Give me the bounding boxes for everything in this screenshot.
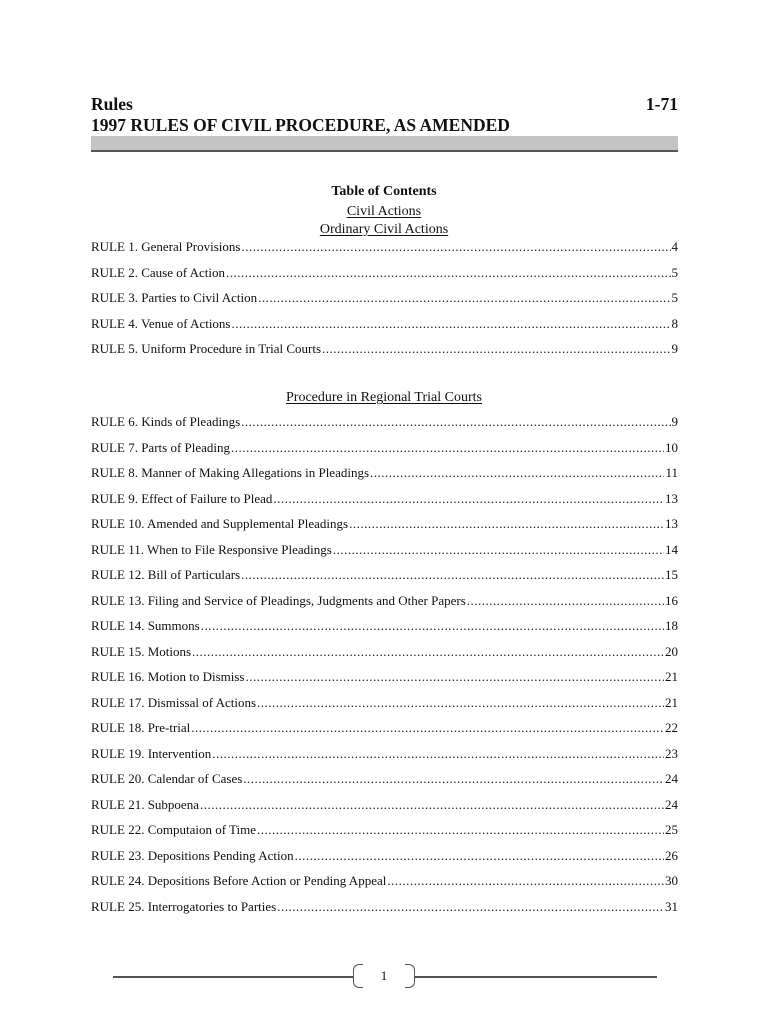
toc-entry-page: 15 (665, 567, 678, 582)
toc-entry-page: 8 (671, 315, 678, 331)
toc-entry-label: RULE 10. Amended and Supplemental Pleadings (91, 516, 349, 531)
toc-entry[interactable] (91, 316, 678, 342)
document-title: 1997 RULES OF CIVIL PROCEDURE, AS AMENDED (91, 115, 510, 135)
toc-entry-page: 13 (665, 516, 678, 531)
dot-leader (467, 593, 664, 609)
dot-leader (322, 341, 670, 357)
dot-leader (200, 797, 664, 813)
toc-entry-label: RULE 2. Cause of Action (91, 264, 225, 280)
brace-left-ornament (353, 964, 363, 988)
page-footer (0, 962, 768, 992)
dot-leader (277, 899, 664, 915)
toc-entry-label: RULE 5. Uniform Procedure in Trial Courts (91, 341, 322, 356)
toc-entry-label: RULE 11. When to File Responsive Pleadings (91, 541, 332, 557)
dot-leader (258, 290, 670, 306)
toc-entry[interactable] (91, 695, 678, 721)
toc-entry-label: RULE 20. Calendar of Cases (91, 771, 243, 786)
dot-leader (257, 695, 664, 711)
toc-entry-label: RULE 21. Subpoena (91, 796, 199, 812)
header-row (91, 94, 678, 114)
dot-leader (241, 567, 664, 583)
toc-entry-page: 21 (665, 694, 678, 710)
page-header (91, 94, 678, 135)
toc-entry[interactable] (91, 720, 678, 746)
toc-entry-label: RULE 9. Effect of Failure to Plead (91, 490, 273, 506)
toc-entry-page: 10 (665, 439, 678, 455)
toc-entry-page: 24 (665, 771, 678, 786)
dot-leader (231, 440, 664, 456)
toc-entry[interactable] (91, 290, 678, 316)
dot-leader (241, 239, 670, 255)
toc-entry-label: RULE 19. Intervention (91, 745, 212, 761)
dot-leader (333, 542, 664, 558)
toc-entry-page: 20 (665, 643, 678, 659)
toc-entry-label: RULE 8. Manner of Making Allegations in Pleadings (91, 465, 370, 480)
toc-entry-page: 9 (671, 341, 678, 356)
toc-entry[interactable] (91, 265, 678, 291)
toc-entry[interactable] (91, 567, 678, 593)
dot-leader (370, 465, 664, 481)
toc-entry-page: 16 (665, 592, 678, 608)
footer-rule-right (415, 976, 657, 978)
toc-entry[interactable] (91, 771, 678, 797)
toc-section-heading: Civil Actions (346, 204, 422, 219)
toc-entry-label: RULE 13. Filing and Service of Pleadings, Judgments and Other Papers (91, 592, 466, 608)
dot-leader (273, 491, 664, 507)
footer-rule-left (113, 976, 353, 978)
dot-leader (349, 516, 664, 532)
toc-entry[interactable] (91, 746, 678, 772)
toc-entry-page: 5 (671, 290, 678, 305)
dot-leader (243, 771, 664, 787)
toc-entry[interactable] (91, 414, 678, 440)
toc-entry[interactable] (91, 516, 678, 542)
toc-entry-label: RULE 25. Interrogatories to Parties (91, 898, 277, 914)
dot-leader (246, 669, 665, 685)
dot-leader (241, 414, 670, 430)
toc-title: Table of Contents (331, 184, 437, 199)
toc-entry-page: 24 (665, 796, 678, 812)
toc-entry[interactable] (91, 848, 678, 874)
toc-entry[interactable] (91, 899, 678, 925)
toc-entry-label: RULE 16. Motion to Dismiss (91, 669, 245, 684)
toc-entry-page: 31 (665, 898, 678, 914)
toc-entry-page: 9 (671, 414, 678, 429)
toc-entry[interactable] (91, 465, 678, 491)
toc-entry-label: RULE 14. Summons (91, 618, 200, 633)
toc-entry-label: RULE 22. Computaion of Time (91, 822, 257, 837)
toc-entry[interactable] (91, 542, 678, 568)
dot-leader (201, 618, 664, 634)
toc-entry[interactable] (91, 593, 678, 619)
page-number: 1 (380, 968, 388, 983)
toc-entry[interactable] (91, 873, 678, 899)
toc-entry-label: RULE 18. Pre-trial (91, 720, 191, 735)
toc-entry-label: RULE 4. Venue of Actions (91, 315, 231, 331)
toc-entry-page: 18 (665, 618, 678, 633)
toc-entry[interactable] (91, 669, 678, 695)
toc-entry-page: 14 (665, 541, 678, 557)
toc-entry-label: RULE 12. Bill of Particulars (91, 567, 241, 582)
dot-leader (295, 848, 664, 864)
dot-leader (191, 720, 664, 736)
toc-entry-page: 25 (665, 822, 678, 837)
toc-entry-page: 13 (665, 490, 678, 506)
toc-entry[interactable] (91, 491, 678, 517)
toc-entry[interactable] (91, 644, 678, 670)
toc-entry-page: 4 (671, 239, 678, 254)
dot-leader (192, 644, 664, 660)
toc-entry-page: 26 (665, 847, 678, 863)
toc-entry-label: RULE 23. Depositions Pending Action (91, 847, 294, 863)
toc-entry[interactable] (91, 440, 678, 466)
dot-leader (212, 746, 664, 762)
toc-entry-page: 30 (665, 873, 678, 888)
dot-leader (232, 316, 671, 332)
dot-leader (257, 822, 664, 838)
toc-entry-page: 22 (665, 720, 678, 735)
toc-entry[interactable] (91, 239, 678, 265)
toc-list-ordinary (91, 239, 678, 367)
dot-leader (387, 873, 664, 889)
toc-entry-page: 23 (665, 745, 678, 761)
header-page-ref: 1-71 (645, 94, 678, 114)
toc-entry-label: RULE 7. Parts of Pleading (91, 439, 231, 455)
toc-entry-label: RULE 24. Depositions Before Action or Pending Appeal (91, 873, 387, 888)
toc-entry-label: RULE 3. Parties to Civil Action (91, 290, 258, 305)
toc-entry[interactable] (91, 341, 678, 367)
toc-list-rtc (91, 414, 678, 924)
toc-entry-page: 21 (665, 669, 678, 684)
header-divider (91, 136, 678, 152)
toc-entry-label: RULE 1. General Provisions (91, 239, 241, 254)
toc-entry-label: RULE 6. Kinds of Pleadings (91, 414, 241, 429)
toc-entry[interactable] (91, 822, 678, 848)
header-left-label: Rules (91, 94, 133, 114)
toc-entry-label: RULE 15. Motions (91, 643, 192, 659)
toc-entry-page: 11 (665, 465, 678, 480)
dot-leader (226, 265, 671, 281)
toc-entry[interactable] (91, 618, 678, 644)
toc-subsection-heading-ordinary: Ordinary Civil Actions (319, 222, 449, 237)
toc-entry-label: RULE 17. Dismissal of Actions (91, 694, 257, 710)
toc-entry[interactable] (91, 797, 678, 823)
brace-right-ornament (405, 964, 415, 988)
toc-subsection-heading-rtc: Procedure in Regional Trial Courts (286, 390, 482, 405)
toc-entry-page: 5 (671, 264, 678, 280)
